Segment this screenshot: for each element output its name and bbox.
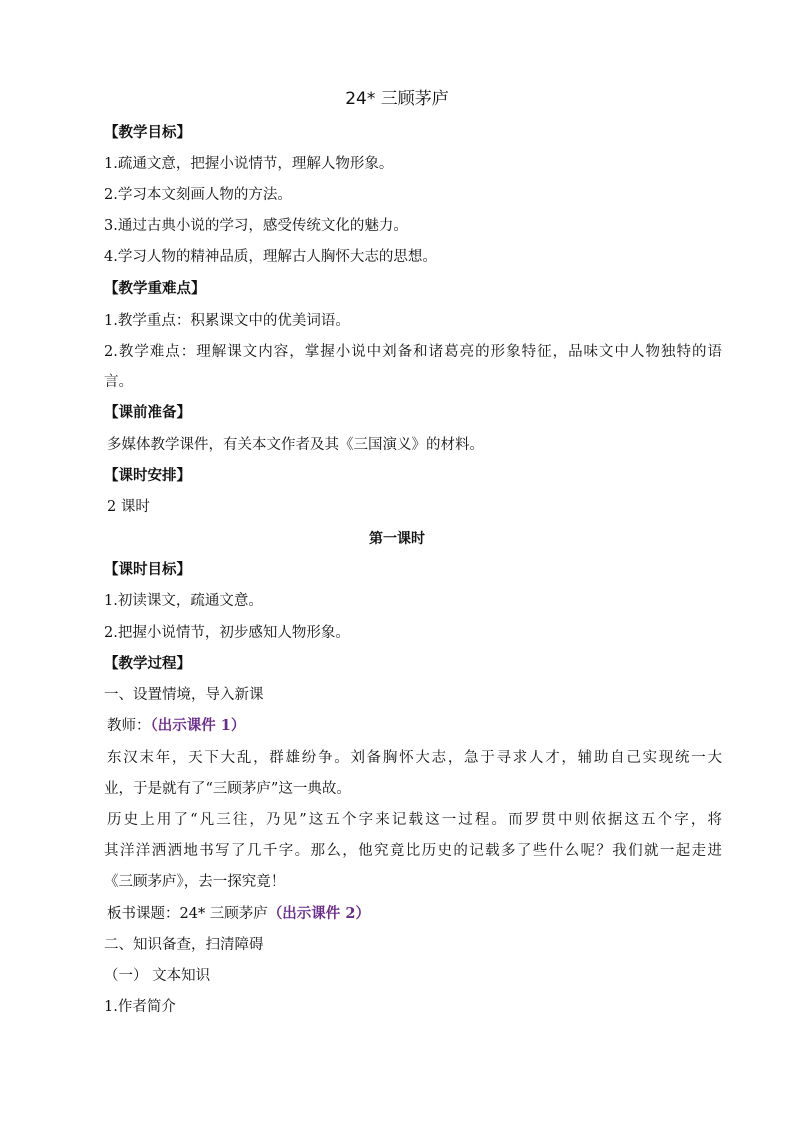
teacher-line [0,717,794,735]
lesson-goal-item: 2.把握小说情节，初步感知人物形象。 [104,625,350,641]
goal-item: 1.疏通文意，把握小说情节，理解人物形象。 [104,156,394,172]
intro-paragraph-line: 业，于是就有了“三顾茅庐”这一典故。 [104,781,351,797]
heading-process: 【教学过程】 [104,655,191,672]
board-title-label: 板书课题：24* 三顾茅庐 [107,906,268,922]
intro-paragraph-line: 东汉末年，天下大乱，群雄纷争。刘备胸怀大志，急于寻求人才，辅助自己实现统一大 [107,750,722,766]
heading-schedule: 【课时安排】 [104,467,191,484]
history-paragraph-line: 历史上用了“凡三往，乃见”这五个字来记载这一过程。而罗贯中则依据这五个字，将 [107,812,722,828]
key-point-item: 2.教学难点：理解课文内容，掌握小说中刘备和诸葛亮的形象特征，品味文中人物独特的语 [104,344,722,360]
key-point-continuation: 言。 [104,374,133,390]
history-paragraph-line: 《三顾茅庐》，去一探究竟！ [104,874,286,890]
goal-item: 2.学习本文刻画人物的方法。 [104,187,292,203]
goal-item: 4.学习人物的精神品质，理解古人胸怀大志的思想。 [104,249,437,265]
teacher-label: 教师： [107,718,151,734]
heading-teaching-goals: 【教学目标】 [104,124,191,141]
heading-key-points: 【教学重难点】 [104,280,206,297]
goal-item: 3.通过古典小说的学习，感受传统文化的魅力。 [104,218,408,234]
courseware-1-note: （出示课件 1） [150,717,246,734]
board-title-line [0,905,794,923]
author-intro-heading: 1.作者简介 [104,999,176,1015]
subsection-text-knowledge: （一） 文本知识 [104,968,211,984]
schedule-text: 2 课时 [107,499,150,515]
history-paragraph-line: 其洋洋洒洒地书写了几千字。那么，他究竟比历史的记载多了些什么呢？我们就一起走进 [104,843,722,859]
page-title: 24* 三顾茅庐 [345,89,449,109]
step-two-heading: 二、知识备查，扫清障碍 [104,937,264,953]
heading-preparation: 【课前准备】 [104,404,191,421]
step-one-heading: 一、设置情境，导入新课 [104,687,264,703]
preparation-text: 多媒体教学课件，有关本文作者及其《三国演义》的材料。 [107,437,484,453]
lesson-one-title: 第一课时 [369,531,425,547]
courseware-2-note: （出示课件 2） [267,905,370,922]
lesson-goal-item: 1.初读课文，疏通文意。 [104,593,263,609]
heading-lesson-goals: 【课时目标】 [104,561,191,578]
key-point-item: 1.教学重点：积累课文中的优美词语。 [104,313,350,329]
